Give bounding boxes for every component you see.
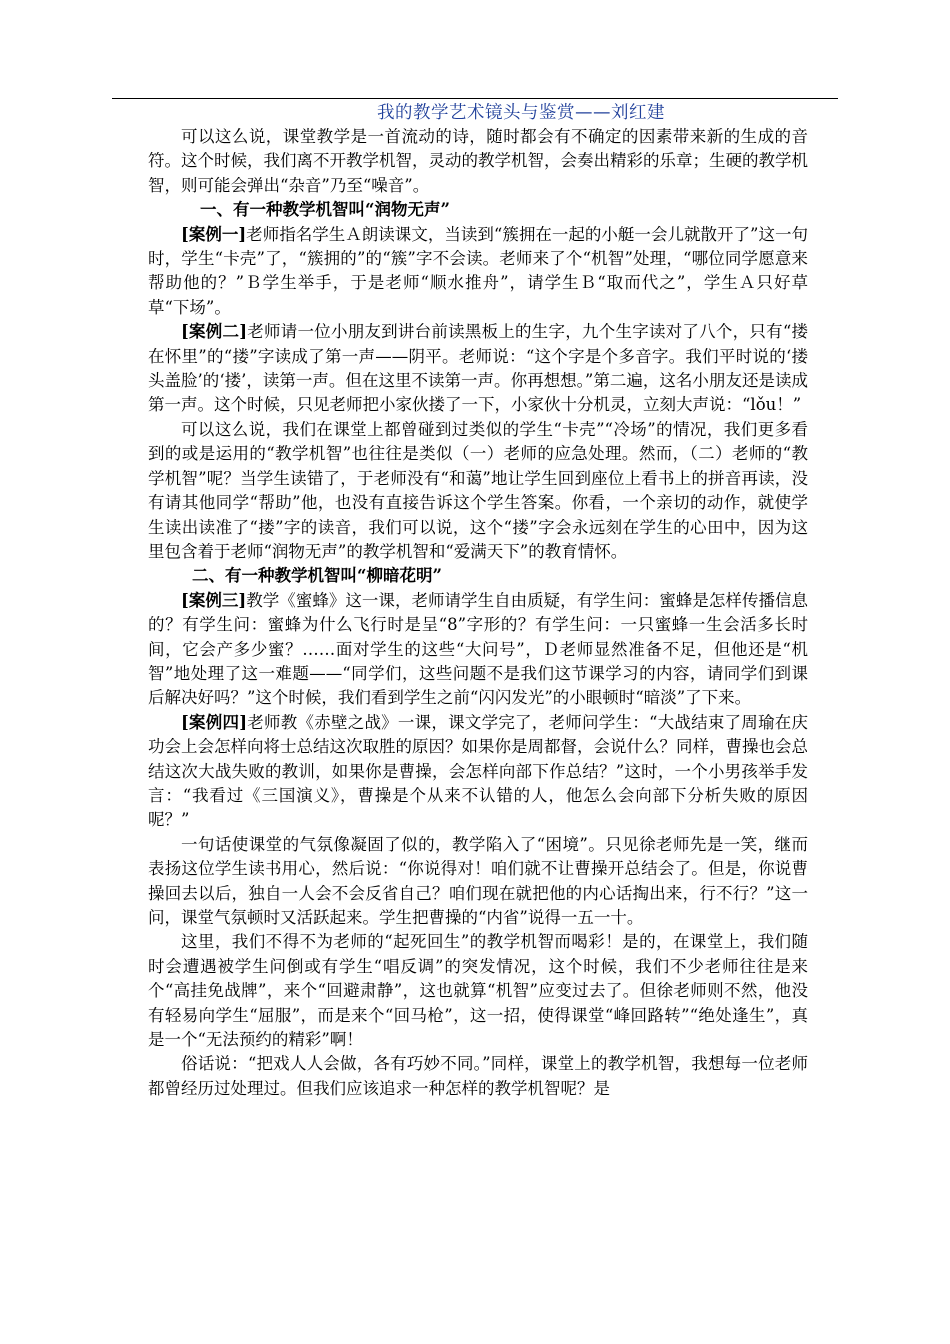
intro-paragraph: 可以这么说，课堂教学是一首流动的诗，随时都会有不确定的因素带来新的生成的音符。这个时候，我们离不开教学机智，灵动的教学机智，会奏出精彩的乐章；生硬的教学机智，则可能会弹出“杂音”乃至“噪音”。 [148,127,808,195]
case-label: [案例二] [181,322,248,342]
section-heading-1: 一、有一种教学机智叫“润物无声” [200,200,450,220]
document-body [148,125,808,1101]
body-paragraph: 俗话说：“把戏人人会做，各有巧妙不同。”同样，课堂上的教学机智，我想每一位老师都曾经历过处理过。但我们应该追求一种怎样的教学机智呢？是 [148,1054,808,1098]
case-text: 老师指名学生Ａ朗读课文，当读到“簇拥在一起的小艇一会儿就散开了”这一句时，学生“卡壳”了，“簇拥的”的“簇”字不会读。老师来了个“机智”处理，“哪位同学愿意来帮助他的？”Ｂ学生举手，于是老师“顺水推舟”，请学生Ｂ“取而代之”，学生Ａ只好草草“下场”。 [148,224,808,317]
case-paragraph [148,589,808,711]
comment-paragraph: 可以这么说，我们在课堂上都曾碰到过类似的学生“卡壳”“冷场”的情况，我们更多看到的或是运用的“教学机智”也往往是类似（一）老师的应急处理。然而，（二）老师的“教学机智”呢？当学生读错了，于老师没有“和蔼”地让学生回到座位上看书上的拼音再读，没有请其他同学“帮助”他，也没有直接告诉这个学生答案。你看，一个亲切的动作，就使学生读出读准了“搂”字的读音，我们可以说，这个“搂”字会永远刻在学生的心田中，因为这里包含着于老师“润物无声”的教学机智和“爱满天下”的教育情怀。 [148,419,808,561]
section-heading-2: 二、有一种教学机智叫“柳暗花明” [192,566,442,586]
header-rule [112,98,838,99]
case-label: [案例三] [181,590,247,610]
case-paragraph [148,711,808,833]
case-text: 教学《蜜蜂》这一课，老师请学生自由质疑，有学生问：蜜蜂是怎样传播信息的？有学生问：蜜蜂为什么飞行时是呈“8”字形的？有学生问：一只蜜蜂一生会活多长时间，它会产多少蜜？……面对学生的这些“大问号”，Ｄ老师显然准备不足，但他还是“机智”地处理了这一难题——“同学们，这些问题不是我们这节课学习的内容，请同学们到课后解决好吗？”这个时候，我们看到学生之前“闪闪发光”的小眼顿时“暗淡”了下来。 [148,590,809,708]
case-label: [案例一] [181,224,247,244]
body-paragraph: 一句话使课堂的气氛像凝固了似的，教学陷入了“困境”。只见徐老师先是一笑，继而表扬这位学生读书用心，然后说：“你说得对！咱们就不让曹操开总结会了。但是，你说曹操回去以后，独自一人会不会反省自己？咱们现在就把他的内心话掏出来，行不行？”这一问，课堂气氛顿时又活跃起来。学生把曹操的“内省”说得一五一十。 [148,834,808,927]
case-text: 老师教《赤壁之战》一课，课文学完了，老师问学生：“大战结束了周瑜在庆功会上会怎样向将士总结这次取胜的原因？如果你是周都督，会说什么？同样，曹操也会总结这次大战失败的教训，如果你是曹操，会怎样向部下作总结？”这时，一个小男孩举手发言：“我看过《三国演义》，曹操是个从来不认错的人，他怎么会向部下分析失败的原因呢？” [148,712,808,830]
document-title: 我的教学艺术镜头与鉴赏——刘红建 [377,103,665,123]
case-label: [案例四] [181,712,248,732]
case-text: 老师请一位小朋友到讲台前读黑板上的生字，九个生字读对了八个，只有“搂在怀里”的“搂”字读成了第一声——阴平。老师说：“这个字是个多音字。我们平时说的‘搂头盖脸’的‘搂’，读第一声。但在这里不读第一声。你再想想。”第二遍，这名小朋友还是读成第一声。这个时候，只见老师把小家伙搂了一下，小家伙十分机灵，立刻大声说：“lǒu！” [148,322,808,415]
case-paragraph [148,320,808,418]
body-paragraph: 这里，我们不得不为老师的“起死回生”的教学机智而喝彩！是的，在课堂上，我们随时会遭遇被学生问倒或有学生“唱反调”的突发情况，这个时候，我们不少老师往往是来个“高挂免战牌”，来个“回避肃静”，这也就算“机智”应变过去了。但徐老师则不然，他没有轻易向学生“屈服”，而是来个“回马枪”，这一招，使得课堂“峰回路转”“绝处逢生”，真是一个“无法预约的精彩”啊！ [148,932,808,1050]
case-paragraph [148,223,808,321]
